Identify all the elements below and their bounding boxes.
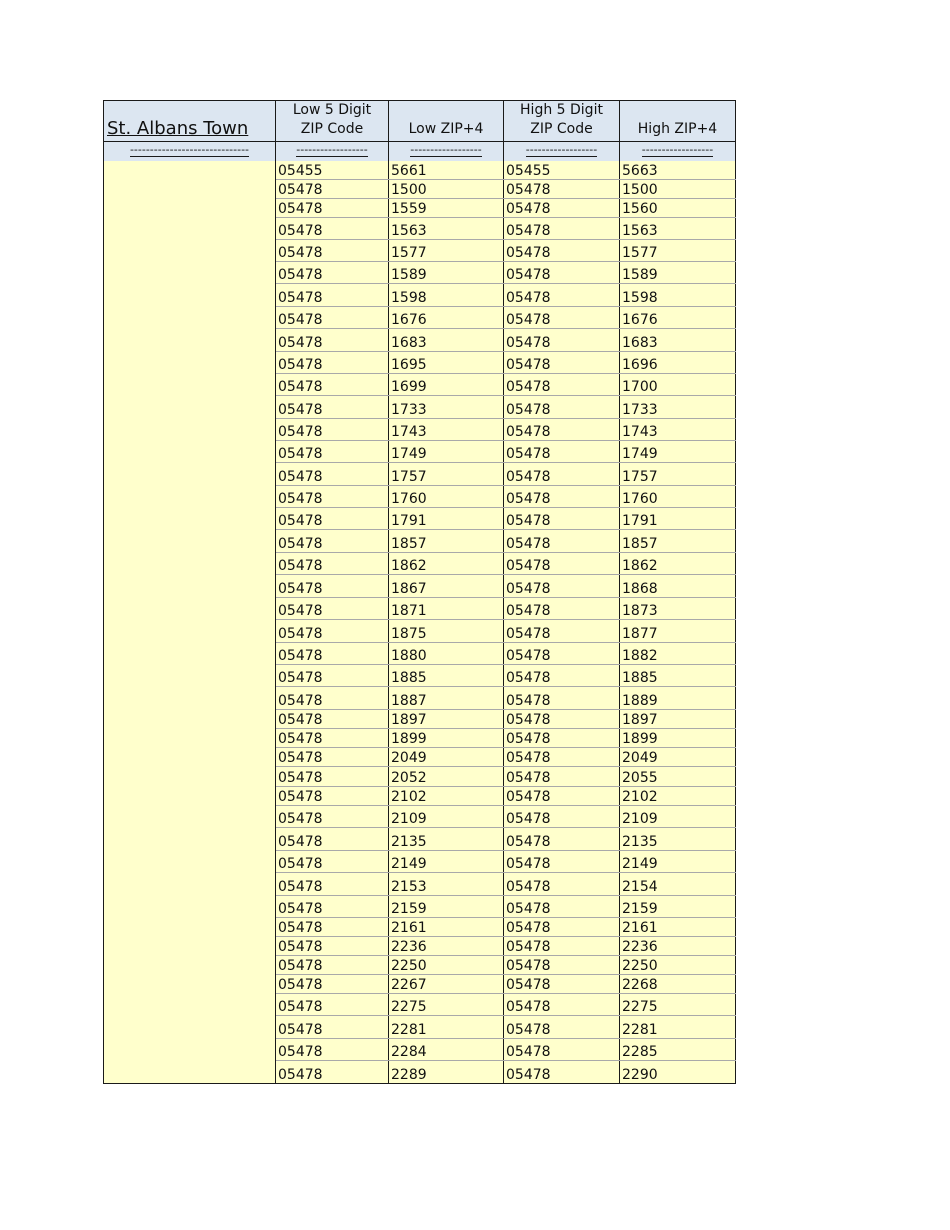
low-zip-plus4-cell: 1885 — [389, 665, 504, 687]
high-zip-plus4-cell: 1589 — [620, 262, 736, 284]
zip-range-table — [103, 100, 736, 1084]
low-5-digit-zip-cell: 05478 — [276, 1061, 389, 1084]
low-zip-plus4-cell: 1749 — [389, 441, 504, 463]
high-zip-plus4-cell: 2135 — [620, 828, 736, 851]
low-zip-plus4-cell: 1577 — [389, 240, 504, 262]
high-zip-plus4-cell: 1760 — [620, 486, 736, 508]
high-5-digit-zip-cell: 05478 — [504, 441, 620, 463]
low-5-digit-zip-header-line2: ZIP Code — [300, 121, 364, 137]
high-5-digit-zip-cell: 05478 — [504, 396, 620, 419]
low-5-digit-zip-cell: 05478 — [276, 575, 389, 598]
low-5-digit-zip-cell: 05478 — [276, 748, 389, 767]
high-zip-plus4-cell: 1560 — [620, 199, 736, 218]
low-5-digit-zip-cell: 05478 — [276, 1016, 389, 1039]
high-zip-plus4-cell: 2102 — [620, 787, 736, 806]
low-zip-plus4-cell: 1880 — [389, 643, 504, 665]
low-5-digit-zip-cell: 05478 — [276, 508, 389, 530]
low-zip-plus4-cell: 1676 — [389, 307, 504, 329]
low-zip-plus4-cell: 2289 — [389, 1061, 504, 1084]
low-5-digit-zip-header — [276, 101, 389, 142]
low-5-digit-zip-cell: 05478 — [276, 240, 389, 262]
high5-dashes: ------------------ — [525, 143, 598, 157]
low-zip-plus4-cell: 1897 — [389, 710, 504, 729]
high-5-digit-zip-cell: 05478 — [504, 575, 620, 598]
high-zip-plus4-cell: 1791 — [620, 508, 736, 530]
high-zip-plus4-cell: 1757 — [620, 463, 736, 486]
zip-range-rows — [104, 161, 736, 1084]
low-zip-plus4-cell: 1500 — [389, 180, 504, 199]
high-zip-plus4-cell: 1743 — [620, 419, 736, 441]
high-5-digit-zip-cell: 05478 — [504, 1016, 620, 1039]
high-5-digit-zip-cell: 05478 — [504, 665, 620, 687]
header-row — [104, 101, 736, 142]
high-zip-plus4-cell: 2049 — [620, 748, 736, 767]
low-zip-plus4-cell: 1857 — [389, 530, 504, 553]
low-5-digit-zip-cell: 05478 — [276, 1039, 389, 1061]
high-5-digit-zip-cell: 05478 — [504, 994, 620, 1016]
low-zip-plus4-cell: 2284 — [389, 1039, 504, 1061]
high-5-digit-zip-cell: 05478 — [504, 787, 620, 806]
low-5-digit-zip-cell: 05478 — [276, 486, 389, 508]
high-zip-plus4-cell: 1882 — [620, 643, 736, 665]
low-zip-plus4-cell: 1791 — [389, 508, 504, 530]
high-5-digit-zip-cell: 05478 — [504, 748, 620, 767]
high-zip-plus4-cell: 2161 — [620, 918, 736, 937]
high-zip-plus4-cell: 1700 — [620, 374, 736, 396]
low-5-digit-zip-cell: 05478 — [276, 199, 389, 218]
low-zip-plus4-cell: 1862 — [389, 553, 504, 575]
high-zip-plus4-header: High ZIP+4 — [620, 101, 736, 142]
high-5-digit-zip-cell: 05478 — [504, 806, 620, 828]
high-5-digit-zip-cell: 05478 — [504, 262, 620, 284]
high-5-digit-zip-cell: 05478 — [504, 374, 620, 396]
low-5-digit-zip-cell: 05478 — [276, 828, 389, 851]
high-zip-plus4-cell: 2154 — [620, 873, 736, 896]
high-5-digit-zip-cell: 05478 — [504, 419, 620, 441]
high-zip-plus4-cell: 1500 — [620, 180, 736, 199]
low-5-digit-zip-cell: 05478 — [276, 687, 389, 710]
low-5-digit-zip-cell: 05478 — [276, 710, 389, 729]
low-5-digit-zip-cell: 05478 — [276, 620, 389, 643]
high-zip-plus4-cell: 1877 — [620, 620, 736, 643]
high-5-digit-zip-cell: 05478 — [504, 956, 620, 975]
high-zip-plus4-cell: 2250 — [620, 956, 736, 975]
low-zip-plus4-cell: 1683 — [389, 329, 504, 352]
low-zip-plus4-header: Low ZIP+4 — [389, 101, 504, 142]
high-5-digit-zip-cell: 05478 — [504, 687, 620, 710]
high-5-digit-zip-cell: 05478 — [504, 352, 620, 374]
low-zip-plus4-cell: 2052 — [389, 767, 504, 787]
low-zip-plus4-cell: 1695 — [389, 352, 504, 374]
high-zip-plus4-cell: 2149 — [620, 851, 736, 873]
high-5-digit-zip-cell: 05478 — [504, 937, 620, 956]
low-zip-plus4-cell: 1867 — [389, 575, 504, 598]
low-5-digit-zip-cell: 05478 — [276, 937, 389, 956]
high-5-digit-zip-cell: 05478 — [504, 598, 620, 620]
low5-dashes: ------------------ — [296, 143, 368, 157]
low-zip-plus4-cell: 2161 — [389, 918, 504, 937]
high-5-digit-zip-header — [504, 101, 620, 142]
low-5-digit-zip-cell: 05478 — [276, 598, 389, 620]
low-zip-plus4-cell: 2275 — [389, 994, 504, 1016]
zip-range-sheet — [103, 100, 735, 1084]
low-5-digit-zip-cell: 05478 — [276, 873, 389, 896]
highplus4-separator — [620, 142, 736, 161]
high-zip-plus4-cell: 1563 — [620, 218, 736, 240]
high-zip-plus4-cell: 1749 — [620, 441, 736, 463]
low-5-digit-zip-cell: 05478 — [276, 307, 389, 329]
low-zip-plus4-cell: 2049 — [389, 748, 504, 767]
high-zip-plus4-cell: 1899 — [620, 729, 736, 748]
high-zip-plus4-cell: 2109 — [620, 806, 736, 828]
town-name-header: St. Albans Town — [104, 101, 276, 142]
low-zip-plus4-cell: 1743 — [389, 419, 504, 441]
low-5-digit-zip-cell: 05478 — [276, 352, 389, 374]
high-5-digit-zip-header-line2: ZIP Code — [530, 121, 593, 137]
separator-row — [104, 142, 736, 161]
low-5-digit-zip-cell: 05478 — [276, 396, 389, 419]
high-5-digit-zip-cell: 05478 — [504, 620, 620, 643]
low-5-digit-zip-cell: 05478 — [276, 553, 389, 575]
low-zip-plus4-cell: 2267 — [389, 975, 504, 994]
high-5-digit-zip-cell: 05478 — [504, 710, 620, 729]
high-5-digit-zip-cell: 05478 — [504, 729, 620, 748]
low-5-digit-zip-cell: 05478 — [276, 329, 389, 352]
low-zip-plus4-cell: 2109 — [389, 806, 504, 828]
high-5-digit-zip-cell: 05478 — [504, 851, 620, 873]
high-zip-plus4-cell: 2290 — [620, 1061, 736, 1084]
high-5-digit-zip-header-line1: High 5 Digit — [520, 102, 603, 118]
high-5-digit-zip-cell: 05478 — [504, 240, 620, 262]
low-5-digit-zip-cell: 05478 — [276, 806, 389, 828]
low-zip-plus4-cell: 2149 — [389, 851, 504, 873]
high-zip-plus4-cell: 1733 — [620, 396, 736, 419]
high-5-digit-zip-cell: 05478 — [504, 643, 620, 665]
low-zip-plus4-cell: 1563 — [389, 218, 504, 240]
high-zip-plus4-cell: 1889 — [620, 687, 736, 710]
low-5-digit-zip-cell: 05478 — [276, 665, 389, 687]
high-zip-plus4-cell: 2055 — [620, 767, 736, 787]
low-zip-plus4-cell: 1699 — [389, 374, 504, 396]
high-5-digit-zip-cell: 05478 — [504, 530, 620, 553]
low-zip-plus4-cell: 2153 — [389, 873, 504, 896]
low-zip-plus4-cell: 1899 — [389, 729, 504, 748]
low-zip-plus4-cell: 2102 — [389, 787, 504, 806]
low5-separator — [276, 142, 389, 161]
low-5-digit-zip-cell: 05478 — [276, 975, 389, 994]
high-5-digit-zip-cell: 05478 — [504, 180, 620, 199]
high-5-digit-zip-cell: 05478 — [504, 329, 620, 352]
lowplus4-dashes: ------------------ — [410, 143, 482, 157]
low-5-digit-zip-header-line1: Low 5 Digit — [292, 102, 372, 118]
low-zip-plus4-cell: 1589 — [389, 262, 504, 284]
high-zip-plus4-cell: 1696 — [620, 352, 736, 374]
low-zip-plus4-cell: 1875 — [389, 620, 504, 643]
low-zip-plus4-cell: 2159 — [389, 896, 504, 918]
low-zip-plus4-cell: 1559 — [389, 199, 504, 218]
low-zip-plus4-cell: 2281 — [389, 1016, 504, 1039]
high-5-digit-zip-cell: 05478 — [504, 975, 620, 994]
low-5-digit-zip-cell: 05478 — [276, 787, 389, 806]
high-zip-plus4-cell: 1873 — [620, 598, 736, 620]
high-5-digit-zip-cell: 05478 — [504, 828, 620, 851]
high-5-digit-zip-cell: 05478 — [504, 1061, 620, 1084]
high-zip-plus4-cell: 1676 — [620, 307, 736, 329]
low-5-digit-zip-cell: 05478 — [276, 896, 389, 918]
high-5-digit-zip-cell: 05478 — [504, 553, 620, 575]
high-5-digit-zip-cell: 05478 — [504, 307, 620, 329]
low-5-digit-zip-cell: 05478 — [276, 918, 389, 937]
low-5-digit-zip-cell: 05455 — [276, 161, 389, 180]
low-zip-plus4-cell: 2250 — [389, 956, 504, 975]
high-zip-plus4-cell: 1862 — [620, 553, 736, 575]
low-5-digit-zip-cell: 05478 — [276, 530, 389, 553]
highplus4-dashes: ------------------ — [641, 143, 714, 157]
high-zip-plus4-cell: 1897 — [620, 710, 736, 729]
low-zip-plus4-cell: 1598 — [389, 284, 504, 307]
high5-separator — [504, 142, 620, 161]
high-zip-plus4-cell: 2268 — [620, 975, 736, 994]
high-5-digit-zip-cell: 05478 — [504, 284, 620, 307]
high-5-digit-zip-cell: 05478 — [504, 508, 620, 530]
town-separator — [104, 142, 276, 161]
high-zip-plus4-cell: 1868 — [620, 575, 736, 598]
table-row — [104, 161, 736, 180]
low-5-digit-zip-cell: 05478 — [276, 262, 389, 284]
low-zip-plus4-cell: 2236 — [389, 937, 504, 956]
low-zip-plus4-cell: 1871 — [389, 598, 504, 620]
high-5-digit-zip-cell: 05478 — [504, 463, 620, 486]
high-zip-plus4-cell: 2281 — [620, 1016, 736, 1039]
low-5-digit-zip-cell: 05478 — [276, 374, 389, 396]
high-5-digit-zip-cell: 05478 — [504, 1039, 620, 1061]
high-5-digit-zip-cell: 05478 — [504, 873, 620, 896]
high-5-digit-zip-cell: 05478 — [504, 199, 620, 218]
low-zip-plus4-cell: 1757 — [389, 463, 504, 486]
high-5-digit-zip-cell: 05478 — [504, 486, 620, 508]
low-5-digit-zip-cell: 05478 — [276, 441, 389, 463]
high-zip-plus4-cell: 2275 — [620, 994, 736, 1016]
high-zip-plus4-cell: 2159 — [620, 896, 736, 918]
high-zip-plus4-cell: 1857 — [620, 530, 736, 553]
high-5-digit-zip-cell: 05478 — [504, 896, 620, 918]
low-5-digit-zip-cell: 05478 — [276, 767, 389, 787]
lowplus4-separator — [389, 142, 504, 161]
high-zip-plus4-cell: 1577 — [620, 240, 736, 262]
high-zip-plus4-cell: 5663 — [620, 161, 736, 180]
town-blank-cell — [104, 161, 276, 1084]
low-zip-plus4-cell: 5661 — [389, 161, 504, 180]
low-zip-plus4-cell: 1887 — [389, 687, 504, 710]
high-zip-plus4-cell: 1885 — [620, 665, 736, 687]
high-5-digit-zip-cell: 05478 — [504, 218, 620, 240]
low-zip-plus4-cell: 1733 — [389, 396, 504, 419]
low-5-digit-zip-cell: 05478 — [276, 419, 389, 441]
high-zip-plus4-cell: 2236 — [620, 937, 736, 956]
high-zip-plus4-cell: 1598 — [620, 284, 736, 307]
high-5-digit-zip-cell: 05478 — [504, 918, 620, 937]
low-5-digit-zip-cell: 05478 — [276, 994, 389, 1016]
low-5-digit-zip-cell: 05478 — [276, 218, 389, 240]
low-zip-plus4-cell: 1760 — [389, 486, 504, 508]
high-5-digit-zip-cell: 05455 — [504, 161, 620, 180]
low-5-digit-zip-cell: 05478 — [276, 180, 389, 199]
high-zip-plus4-cell: 2285 — [620, 1039, 736, 1061]
high-zip-plus4-cell: 1683 — [620, 329, 736, 352]
low-5-digit-zip-cell: 05478 — [276, 643, 389, 665]
low-5-digit-zip-cell: 05478 — [276, 729, 389, 748]
low-5-digit-zip-cell: 05478 — [276, 463, 389, 486]
low-zip-plus4-cell: 2135 — [389, 828, 504, 851]
low-5-digit-zip-cell: 05478 — [276, 284, 389, 307]
low-5-digit-zip-cell: 05478 — [276, 851, 389, 873]
low-5-digit-zip-cell: 05478 — [276, 956, 389, 975]
high-5-digit-zip-cell: 05478 — [504, 767, 620, 787]
town-dashes: ------------------------------ — [129, 143, 250, 157]
